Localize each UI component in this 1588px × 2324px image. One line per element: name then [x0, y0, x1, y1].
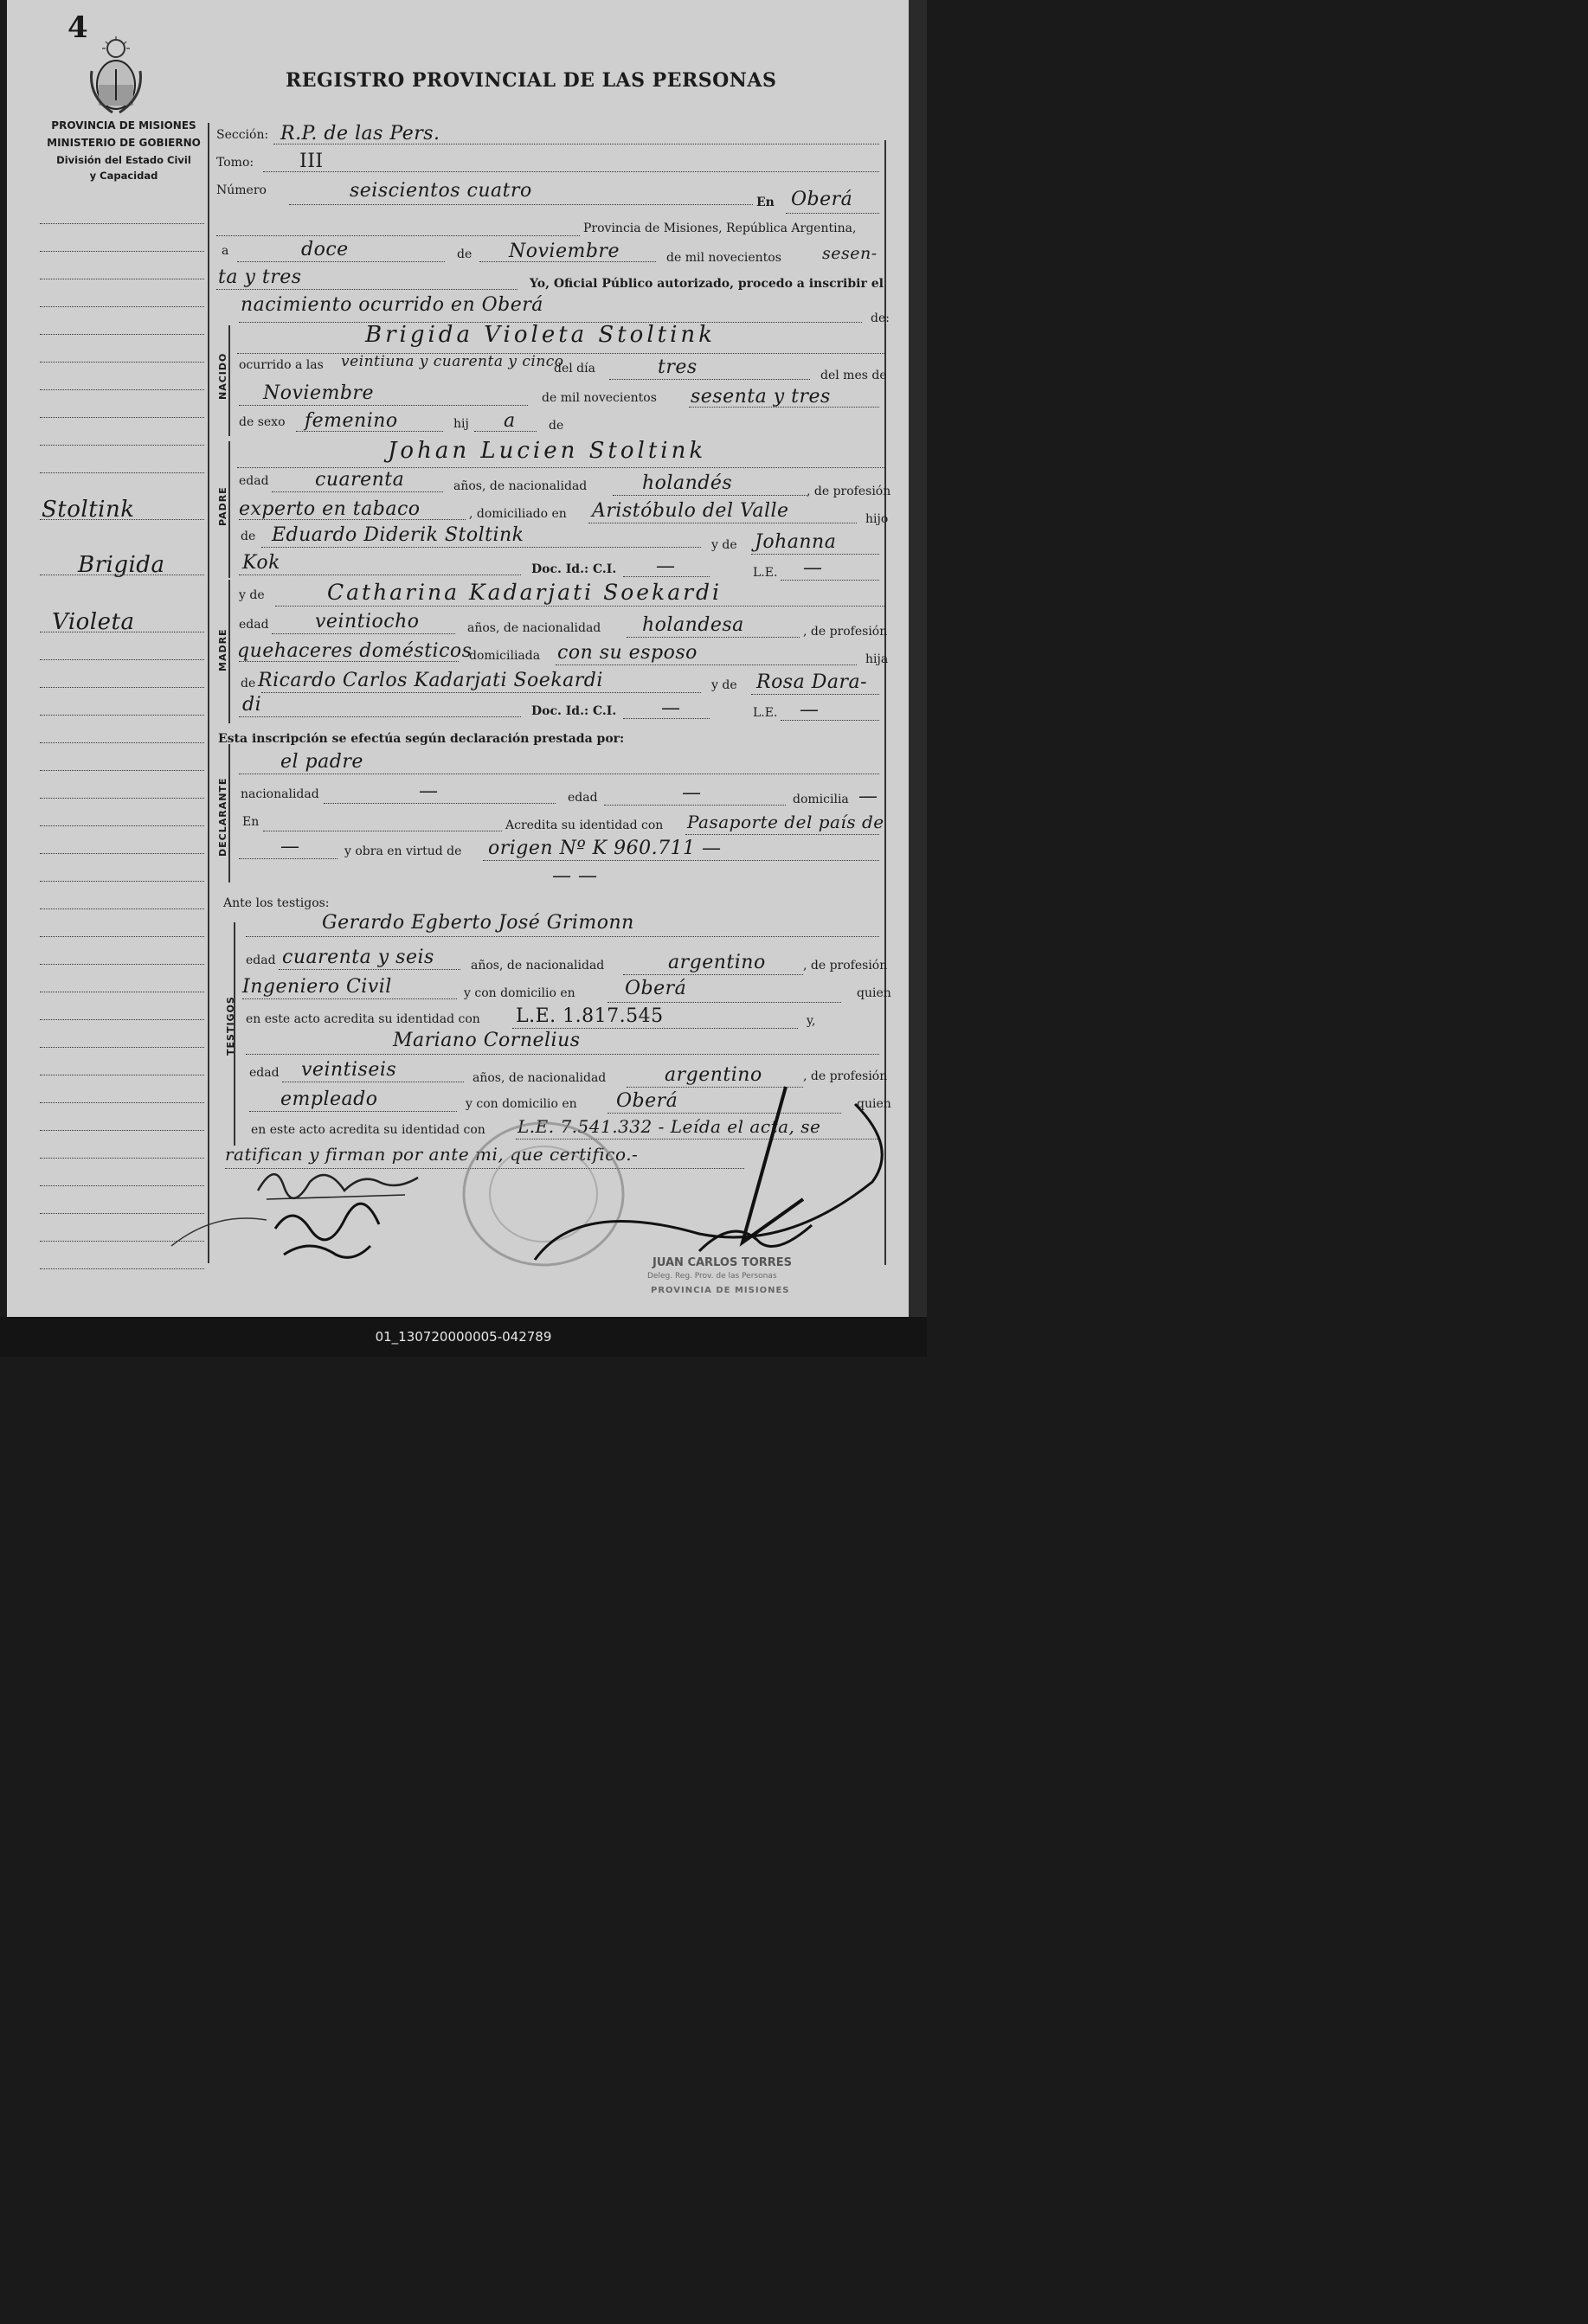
label-padre-dom: , domiciliado en — [469, 507, 567, 521]
value-t2-edad: veintiseis — [301, 1059, 397, 1081]
value-cierre: ratifican y firman por ante mi, que certifico.- — [225, 1144, 639, 1165]
section-border-padre — [228, 441, 230, 578]
label-t2-dom: y con domicilio en — [466, 1097, 577, 1111]
header-capacity: y Capacidad — [89, 170, 158, 182]
label-t2-prof: , de profesión — [803, 1069, 888, 1083]
coat-of-arms-icon — [87, 36, 145, 116]
label-de-mes: de — [457, 247, 473, 261]
label-padre-anos: años, de nacionalidad — [453, 479, 588, 493]
value-t1-dom: Oberá — [625, 978, 687, 999]
value-anio-nac: sesenta y tres — [691, 386, 831, 408]
value-numero: seiscientos cuatro — [350, 180, 532, 202]
value-tomo: III — [299, 151, 324, 172]
value-en: Oberá — [791, 189, 853, 210]
value-madre-edad: veintiocho — [315, 611, 420, 632]
label-t2-anos: años, de nacionalidad — [473, 1071, 607, 1085]
value-t1-prof: Ingeniero Civil — [242, 976, 392, 998]
label-madre-edad: edad — [239, 618, 269, 632]
label-madre: MADRE — [217, 628, 228, 671]
value-t2-dom: Oberá — [616, 1090, 678, 1112]
label-decl-domicilia: domicilia — [793, 793, 849, 806]
value-madre-le: — — [800, 699, 820, 721]
label-decl-obra: y obra en virtud de — [344, 844, 462, 858]
stamp-province: PROVINCIA DE MISIONES — [651, 1286, 790, 1295]
label-t1-y: y, — [807, 1014, 816, 1028]
stamp-name: JUAN CARLOS TORRES — [653, 1256, 793, 1269]
label-padre-hijo: hijo — [865, 512, 889, 526]
value-padre-dom: Aristóbulo del Valle — [592, 500, 789, 522]
section-border-nacido — [228, 325, 230, 436]
margin-first-name: Brigida — [78, 552, 165, 578]
label-padre-edad: edad — [239, 474, 269, 488]
value-anio-2: ta y tres — [218, 266, 302, 288]
label-madre-le: L.E. — [753, 706, 778, 720]
label-t1-edad: edad — [246, 953, 276, 967]
value-madre-madre-1: Rosa Darа- — [756, 671, 868, 693]
label-inscripcion: Esta inscripción se efectúa según declaración prestada por: — [218, 732, 625, 746]
value-dia-nac: tres — [658, 356, 698, 378]
main-left-border — [208, 123, 209, 1263]
label-en: En — [756, 196, 775, 209]
label-madre-anos: años, de nacionalidad — [467, 621, 601, 635]
value-madre-prof: quehaceres domésticos — [237, 640, 473, 662]
margin-surname: Stoltink — [42, 497, 135, 523]
signature-witness-2-icon — [163, 1194, 405, 1272]
document-page — [0, 0, 927, 1357]
value-madre-nac: holandesa — [642, 614, 744, 636]
margin-second-name: Violeta — [52, 609, 135, 635]
label-t2-acredita: en este acto acredita su identidad con — [251, 1123, 485, 1137]
value-hora: veintiuna y cuarenta y cinco — [341, 353, 564, 370]
label-t1-anos: años, de nacionalidad — [471, 959, 605, 973]
value-t2-id: L.E. 7.541.332 - Leída el acta, se — [518, 1116, 821, 1137]
book-spine — [909, 0, 927, 1317]
label-padre-doc: Doc. Id.: C.I. — [531, 562, 617, 576]
value-acto: nacimiento ocurrido en Oberá — [241, 294, 543, 316]
label-a: a — [222, 244, 229, 258]
value-madre-madre-2: di — [242, 694, 262, 716]
label-del-mes: del mes de — [820, 369, 887, 382]
value-sexo: femenino — [305, 410, 398, 432]
value-dia: doce — [301, 239, 349, 260]
stamp-role: Deleg. Reg. Prov. de las Personas — [647, 1272, 777, 1281]
label-de-nac: de — [549, 419, 564, 433]
value-padre-padre: Eduardo Diderik Stoltink — [272, 524, 524, 546]
label-de-colon: de: — [871, 311, 890, 325]
label-t2-edad: edad — [249, 1066, 280, 1080]
label-madre-dom: domiciliada — [469, 649, 541, 663]
value-decl-en: — — [280, 836, 300, 857]
label-padre-prof: , de profesión — [807, 485, 891, 498]
label-testigos: TESTIGOS — [225, 996, 236, 1056]
label-t1-dom: y con domicilio en — [464, 986, 575, 1000]
label-t1-quien: quien — [857, 986, 891, 1000]
label-padre: PADRE — [217, 486, 228, 526]
label-madre-hija: hija — [865, 652, 889, 666]
value-nombre-nacido: Brigida Violeta Stoltink — [365, 322, 716, 348]
section-border-declarante — [228, 744, 230, 883]
label-decl-acredita: Acredita su identidad con — [505, 819, 664, 832]
value-t2-nombre: Mariano Cornelius — [393, 1030, 581, 1051]
signature-official-icon — [526, 1069, 898, 1286]
label-madre-doc: Doc. Id.: C.I. — [531, 704, 617, 718]
value-mes-nac: Noviembre — [263, 382, 374, 404]
value-madre-padre: Ricardo Carlos Kadarjati Soekardi — [258, 670, 603, 691]
label-madre-yde2: y de — [711, 678, 737, 692]
label-de-mil: de mil novecientos — [666, 251, 781, 265]
value-padre-ci: — — [656, 555, 676, 577]
label-padre-yde: y de — [711, 538, 737, 552]
label-provincia: Provincia de Misiones, República Argentina, — [583, 221, 857, 235]
value-decl-dash: — — — [552, 865, 598, 887]
value-decl-nac: — — [419, 780, 439, 802]
value-decl-edad: — — [682, 782, 702, 804]
value-padre-nombre: Johan Lucien Stoltink — [388, 438, 707, 464]
label-decl-edad: edad — [568, 791, 598, 805]
value-seccion: R.P. de las Pers. — [280, 123, 440, 144]
label-sexo: de sexo — [239, 415, 286, 429]
document-title: REGISTRO PROVINCIAL DE LAS PERSONAS — [286, 69, 777, 92]
value-anio-1: sesen- — [822, 244, 878, 263]
header-ministry: MINISTERIO DE GOBIERNO — [47, 137, 201, 149]
value-t1-nac: argentino — [668, 952, 766, 973]
label-tomo: Tomo: — [216, 156, 254, 170]
label-declarante: DECLARANTE — [217, 777, 228, 857]
label-ocurrido: ocurrido a las — [239, 358, 324, 372]
value-padre-madre-1: Johanna — [755, 531, 837, 553]
label-t2-quien: quien — [857, 1097, 891, 1111]
value-declarante: el padre — [280, 751, 363, 773]
label-seccion: Sección: — [216, 128, 269, 142]
header-division: División del Estado Civil — [56, 154, 191, 166]
label-numero: Número — [216, 183, 267, 197]
value-padre-le: — — [803, 557, 823, 579]
value-t2-nac: argentino — [665, 1064, 762, 1086]
value-padre-prof: experto en tabaco — [239, 498, 421, 520]
value-padre-nac: holandés — [642, 472, 733, 494]
label-madre-de: de — [241, 677, 256, 690]
label-t1-prof: , de profesión — [803, 959, 888, 973]
footer-image-id: 01_130720000005-042789 — [0, 1317, 927, 1357]
label-padre-de: de — [241, 530, 256, 543]
label-hij: hij — [453, 417, 469, 431]
label-ante-testigos: Ante los testigos: — [223, 896, 330, 910]
header-province: PROVINCIA DE MISIONES — [51, 119, 196, 132]
value-decl-acredita: Pasaporte del país de — [687, 812, 884, 832]
value-decl-obra: origen Nº K 960.711 — — [488, 838, 722, 859]
value-madre-nombre: Catharina Kadarjati Soekardi — [327, 580, 723, 605]
value-t1-nombre: Gerardo Egberto José Grimonn — [322, 912, 634, 934]
paper-sheet — [7, 0, 909, 1317]
value-t1-id: L.E. 1.817.545 — [516, 1005, 664, 1027]
label-del-dia: del día — [554, 362, 595, 376]
value-padre-edad: cuarenta — [315, 469, 405, 491]
value-madre-ci: — — [661, 697, 681, 719]
label-madre-prof: , de profesión — [803, 625, 888, 639]
section-border-madre — [228, 580, 230, 723]
value-padre-madre-2: Kok — [242, 552, 280, 574]
value-madre-dom: con su esposo — [557, 642, 698, 664]
label-decl-en: En — [242, 815, 260, 829]
label-nacido: NACIDO — [217, 352, 228, 400]
label-madre-yde: y de — [239, 588, 265, 602]
value-t1-edad: cuarenta y seis — [282, 947, 434, 968]
label-yo-oficial: Yo, Oficial Público autorizado, procedo a inscribir el — [530, 277, 884, 291]
value-decl-domicilia: — — [858, 786, 878, 807]
value-hij-suffix: a — [504, 410, 516, 432]
label-padre-le: L.E. — [753, 566, 778, 580]
label-t1-acredita: en este acto acredita su identidad con — [246, 1012, 480, 1026]
page-number: 4 — [68, 10, 89, 45]
value-t2-prof: empleado — [280, 1088, 378, 1110]
label-decl-nac: nacionalidad — [241, 787, 319, 801]
label-de-mil-nac: de mil novecientos — [542, 391, 657, 405]
value-mes: Noviembre — [509, 241, 620, 262]
